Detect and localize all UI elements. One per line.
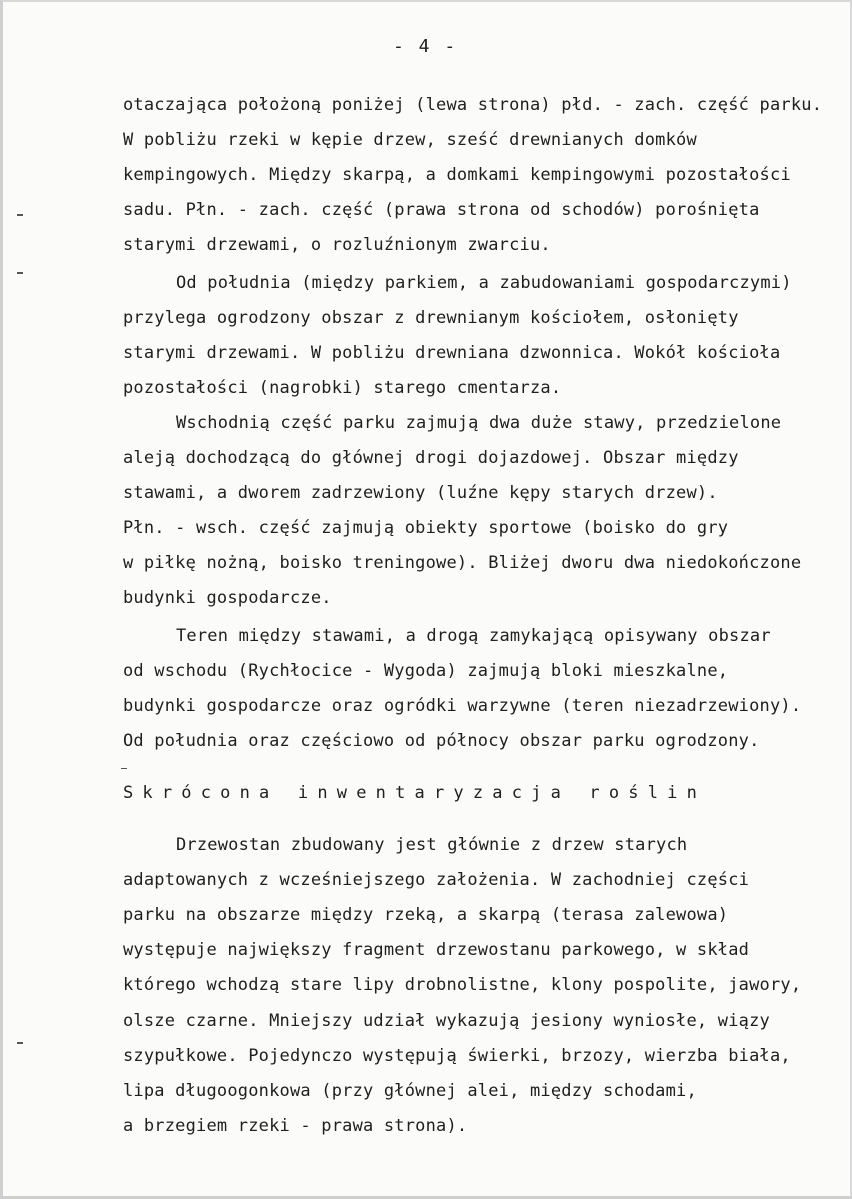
margin-tick-mark bbox=[17, 1042, 23, 1044]
text-line: w piłkę nożną, boisko treningowe). Bliżej dworu dwa niedokończone bbox=[123, 553, 802, 573]
text-line: otaczająca położoną poniżej (lewa strona) płd. - zach. część parku. bbox=[123, 95, 823, 115]
text-line: budynki gospodarcze. bbox=[123, 588, 332, 608]
text-line: stawami, a dworem zadrzewiony (luźne kępy starych drzew). bbox=[123, 483, 718, 503]
text-line: którego wchodzą stare lipy drobnolistne, klony pospolite, jawory, bbox=[123, 975, 802, 995]
margin-tick-mark bbox=[17, 272, 23, 274]
text-line: przylega ogrodzony obszar z drewnianym kościołem, osłonięty bbox=[123, 308, 739, 328]
text-line: starymi drzewami. W pobliżu drewniana dzwonnica. Wokół kościoła bbox=[123, 343, 781, 363]
text-line: adaptowanych z wcześniejszego założenia. W zachodniej części bbox=[123, 870, 750, 890]
text-line: starymi drzewami, o rozluźnionym zwarciu. bbox=[123, 235, 551, 255]
text-line: Od południa oraz częściowo od północy obszar parku ogrodzony. bbox=[123, 731, 760, 751]
text-line: pozostałości (nagrobki) starego cmentarza. bbox=[123, 378, 562, 398]
page-number: - 4 - bbox=[393, 36, 458, 57]
section-heading: Skrócona inwentaryzacja roślin bbox=[123, 783, 707, 803]
text-line: występuje największy fragment drzewostanu parkowego, w skład bbox=[123, 940, 750, 960]
margin-tick-mark bbox=[121, 768, 127, 769]
text-line: parku na obszarze między rzeką, a skarpą (terasa zalewowa) bbox=[123, 905, 729, 925]
text-line: Wschodnią część parku zajmują dwa duże stawy, przedzielone bbox=[176, 413, 782, 433]
text-line: Teren między stawami, a drogą zamykającą opisywany obszar bbox=[176, 626, 771, 646]
text-line: olsze czarne. Mniejszy udział wykazują jesiony wyniosłe, wiązy bbox=[123, 1011, 770, 1031]
text-line: Drzewostan zbudowany jest głównie z drzew starych bbox=[176, 835, 688, 855]
text-line: lipa długoogonkowa (przy głównej alei, między schodami, bbox=[123, 1081, 697, 1101]
text-line: a brzegiem rzeki - prawa strona). bbox=[123, 1116, 468, 1136]
margin-tick-mark bbox=[17, 214, 23, 216]
text-line: aleją dochodzącą do głównej drogi dojazdowej. Obszar między bbox=[123, 448, 739, 468]
text-line: W pobliżu rzeki w kępie drzew, sześć drewnianych domków bbox=[123, 130, 697, 150]
text-line: Od południa (między parkiem, a zabudowaniami gospodarczymi) bbox=[176, 273, 792, 293]
text-line: Płn. - wsch. część zajmują obiekty sportowe (boisko do gry bbox=[123, 518, 729, 538]
text-line: budynki gospodarcze oraz ogródki warzywne (teren niezadrzewiony). bbox=[123, 696, 802, 716]
text-line: kempingowych. Między skarpą, a domkami kempingowymi pozostałości bbox=[123, 165, 791, 185]
text-line: od wschodu (Rychłocice - Wygoda) zajmują bloki mieszkalne, bbox=[123, 661, 729, 681]
text-line: sadu. Płn. - zach. część (prawa strona od schodów) porośnięta bbox=[123, 200, 760, 220]
text-line: szypułkowe. Pojedynczo występują świerki, brzozy, wierzba biała, bbox=[123, 1046, 791, 1066]
